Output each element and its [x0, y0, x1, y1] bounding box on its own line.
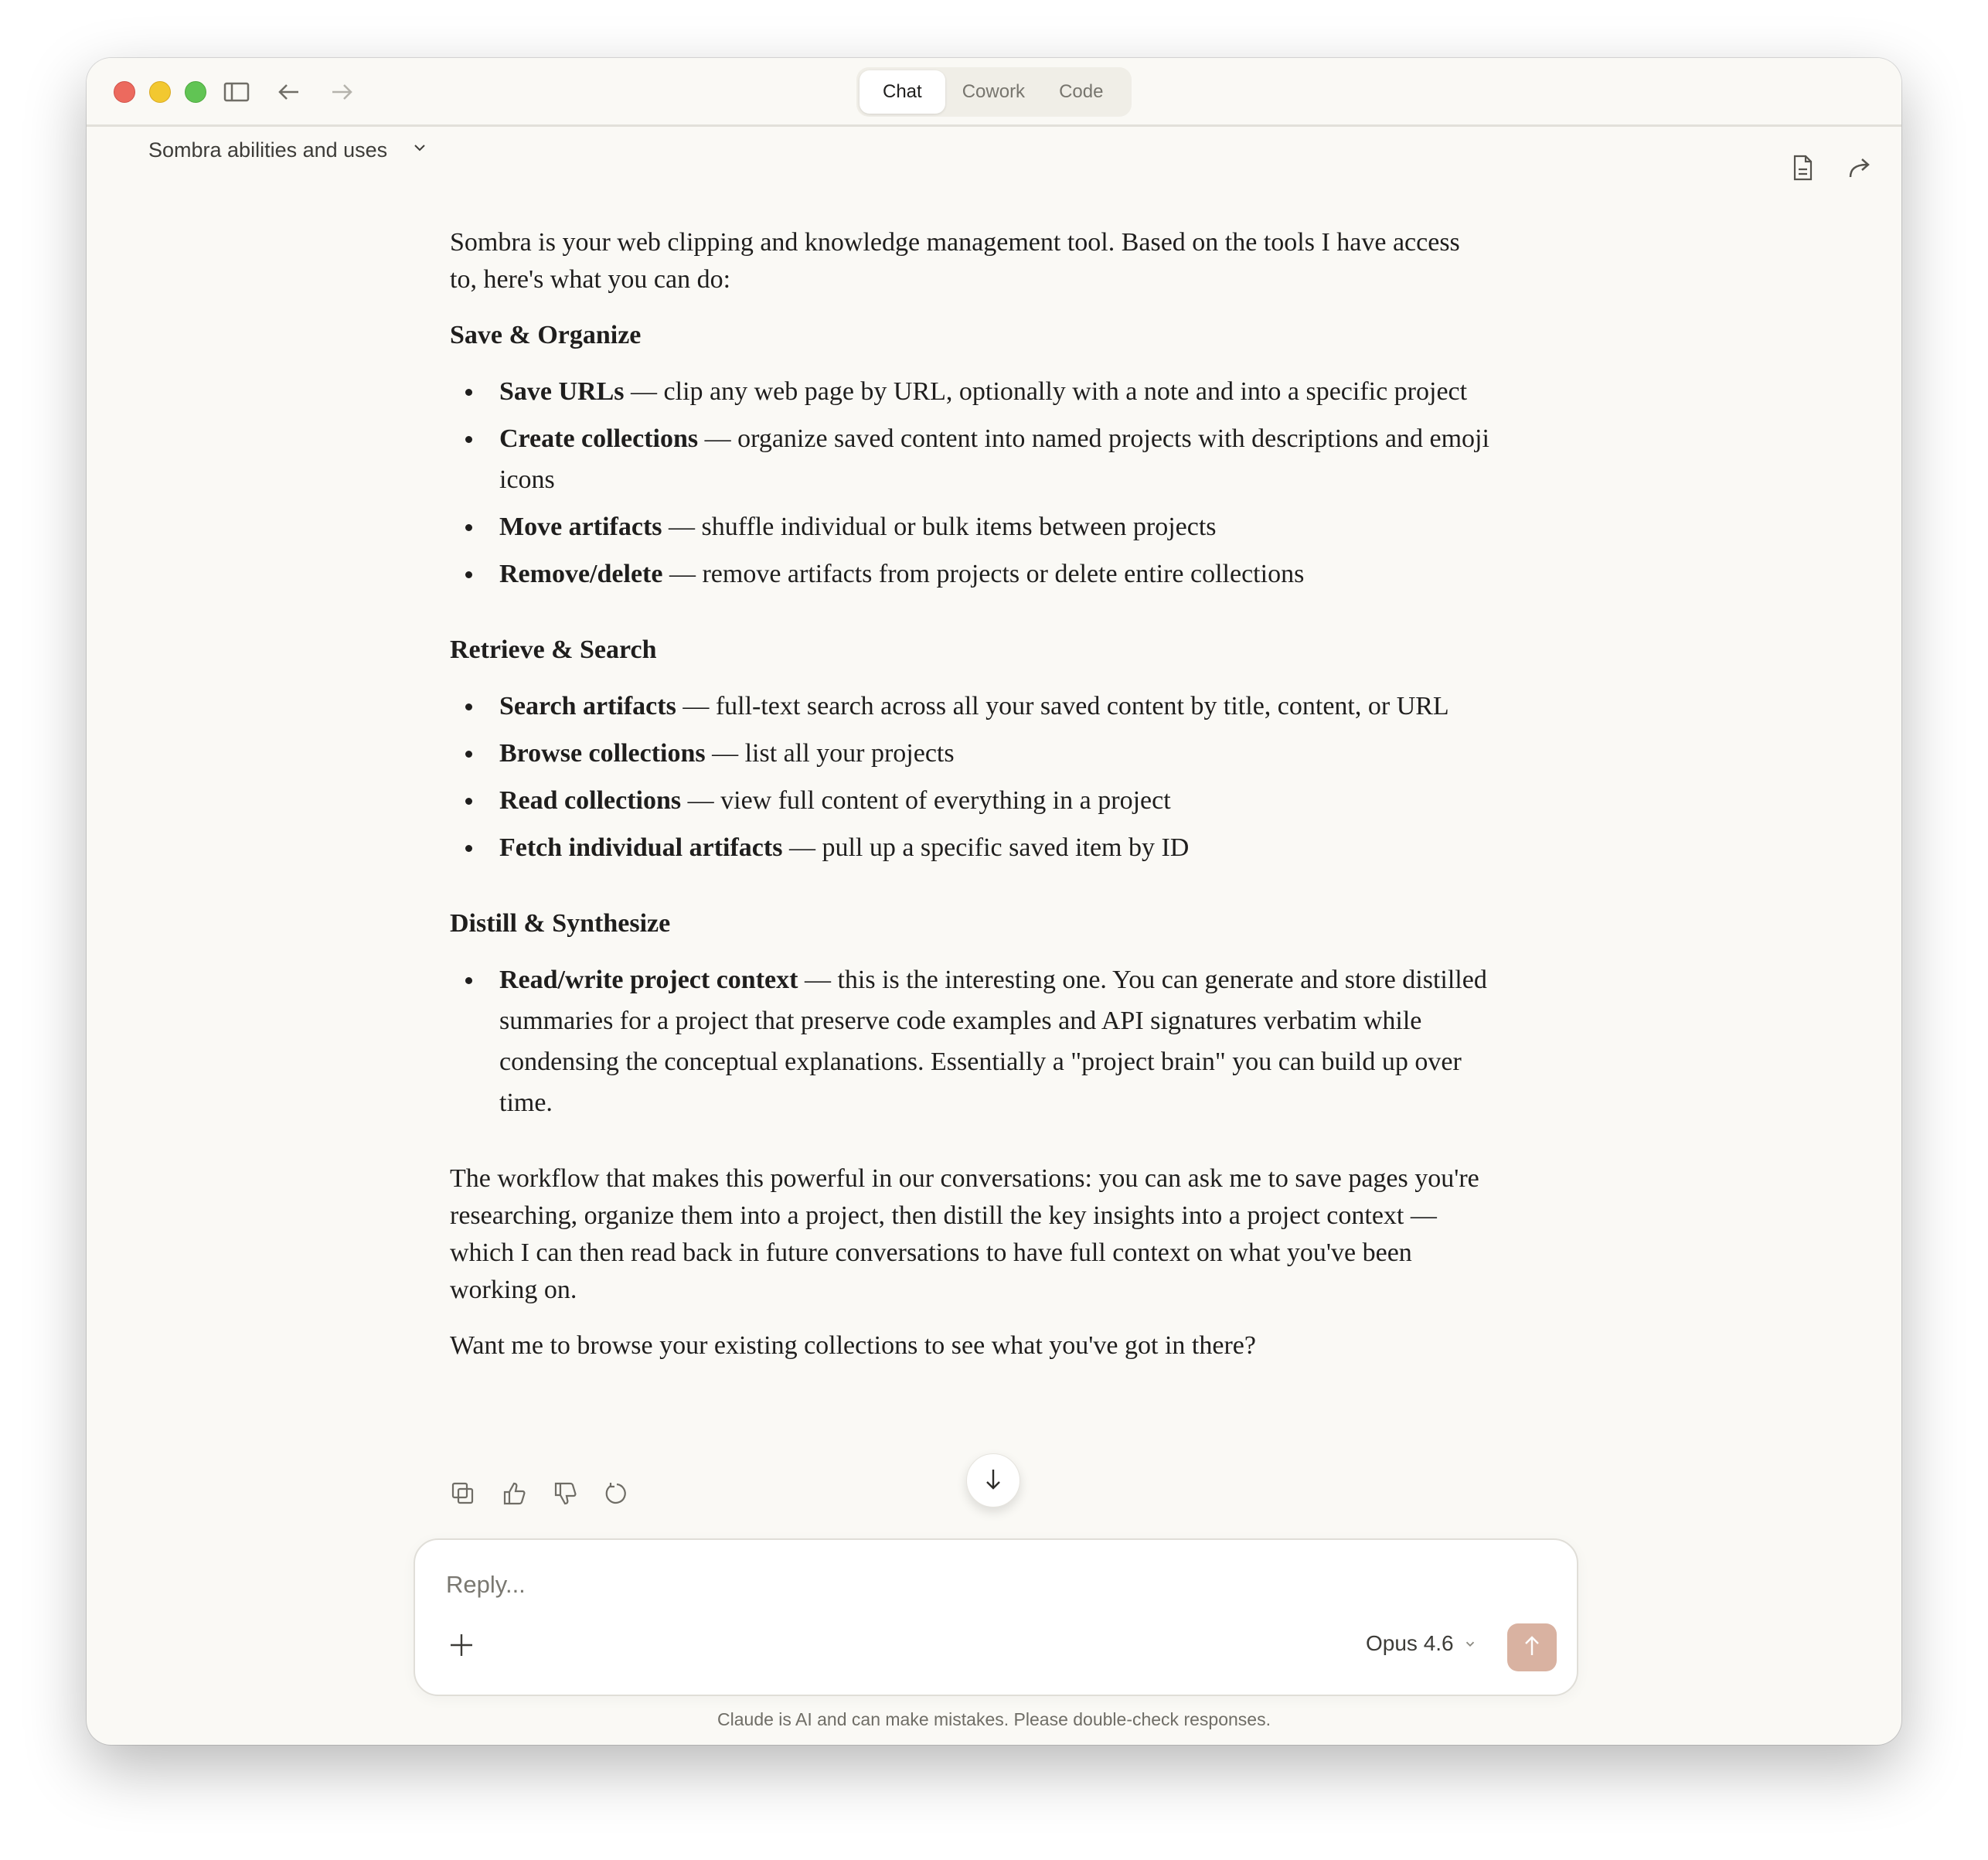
message-actions — [450, 1480, 629, 1507]
arrow-up-icon — [1520, 1634, 1544, 1661]
intro-paragraph: Sombra is your web clipping and knowledge management tool. Based on the tools I have access to, here's what you can do: — [450, 228, 1460, 294]
titlebar — [87, 58, 1901, 127]
list-item: Remove/delete — remove artifacts from projects or delete entire collections — [450, 554, 1493, 594]
reply-input[interactable] — [446, 1571, 1374, 1599]
list-item: Fetch individual artifacts — pull up a specific saved item by ID — [450, 827, 1493, 868]
disclaimer-text: Claude is AI and can make mistakes. Please double-check responses. — [717, 1709, 1271, 1729]
capability-list — [450, 959, 1493, 1123]
conversation-title-menu[interactable] — [148, 138, 429, 162]
arrow-down-icon — [982, 1467, 1005, 1494]
add-attachment-icon[interactable] — [448, 1631, 475, 1659]
maximize-window-button[interactable] — [185, 81, 206, 103]
send-button[interactable] — [1507, 1623, 1557, 1671]
list-item: Move artifacts — shuffle individual or bulk items between projects — [450, 506, 1493, 547]
document-icon[interactable] — [1787, 152, 1818, 183]
close-window-button[interactable] — [114, 81, 135, 103]
retry-icon[interactable] — [603, 1480, 629, 1507]
sidebar-toggle-icon[interactable] — [221, 77, 252, 107]
copy-icon[interactable] — [450, 1480, 476, 1507]
assistant-message — [450, 224, 1493, 1383]
closing-paragraph: Want me to browse your existing collections to see what you've got in there? — [450, 1331, 1256, 1360]
section-heading: Save & Organize — [450, 321, 642, 349]
thumbs-up-icon[interactable] — [501, 1480, 527, 1507]
scroll-to-bottom-button[interactable] — [966, 1453, 1020, 1507]
composer — [414, 1538, 1578, 1696]
list-item: Read collections — view full content of everything in a project — [450, 780, 1493, 821]
model-selector[interactable] — [1366, 1631, 1477, 1656]
list-item: Save URLs — clip any web page by URL, optionally with a note and into a specific project — [450, 371, 1493, 412]
workflow-paragraph: The workflow that makes this powerful in our conversations: you can ask me to save pages you're researching, organize them into a project, then distill the key insights into a project context — which I can then read back in future conversations to have full context on what you've been working on. — [450, 1164, 1479, 1304]
capability-list — [450, 371, 1493, 594]
chevron-down-icon — [410, 138, 429, 162]
section-heading: Retrieve & Search — [450, 635, 657, 664]
list-item: Read/write project context — this is the interesting one. You can generate and store distilled summaries for a project that preserve code examples and API signatures verbatim while condensing the conceptual explanations. Essentially a "project brain" you can build up over time. — [450, 959, 1493, 1123]
tab-cowork[interactable]: Cowork — [962, 81, 1026, 102]
minimize-window-button[interactable] — [149, 81, 171, 103]
back-arrow-icon[interactable] — [274, 77, 305, 107]
mode-switcher — [856, 67, 1132, 117]
share-icon[interactable] — [1844, 152, 1875, 183]
app-window — [87, 58, 1901, 1745]
tab-chat[interactable]: Chat — [860, 70, 945, 114]
list-item: Browse collections — list all your projects — [450, 733, 1493, 774]
model-name: Opus 4.6 — [1366, 1631, 1454, 1655]
conversation-title: Sombra abilities and uses — [148, 138, 388, 162]
list-item: Create collections — organize saved content into named projects with descriptions and emoji icons — [450, 418, 1493, 500]
list-item: Search artifacts — full-text search across all your saved content by title, content, or URL — [450, 686, 1493, 727]
chevron-down-icon — [1463, 1631, 1477, 1656]
capability-list — [450, 686, 1493, 868]
thumbs-down-icon[interactable] — [552, 1480, 578, 1507]
tab-code[interactable]: Code — [1059, 81, 1104, 102]
section-heading: Distill & Synthesize — [450, 909, 671, 938]
forward-arrow-icon[interactable] — [326, 77, 357, 107]
